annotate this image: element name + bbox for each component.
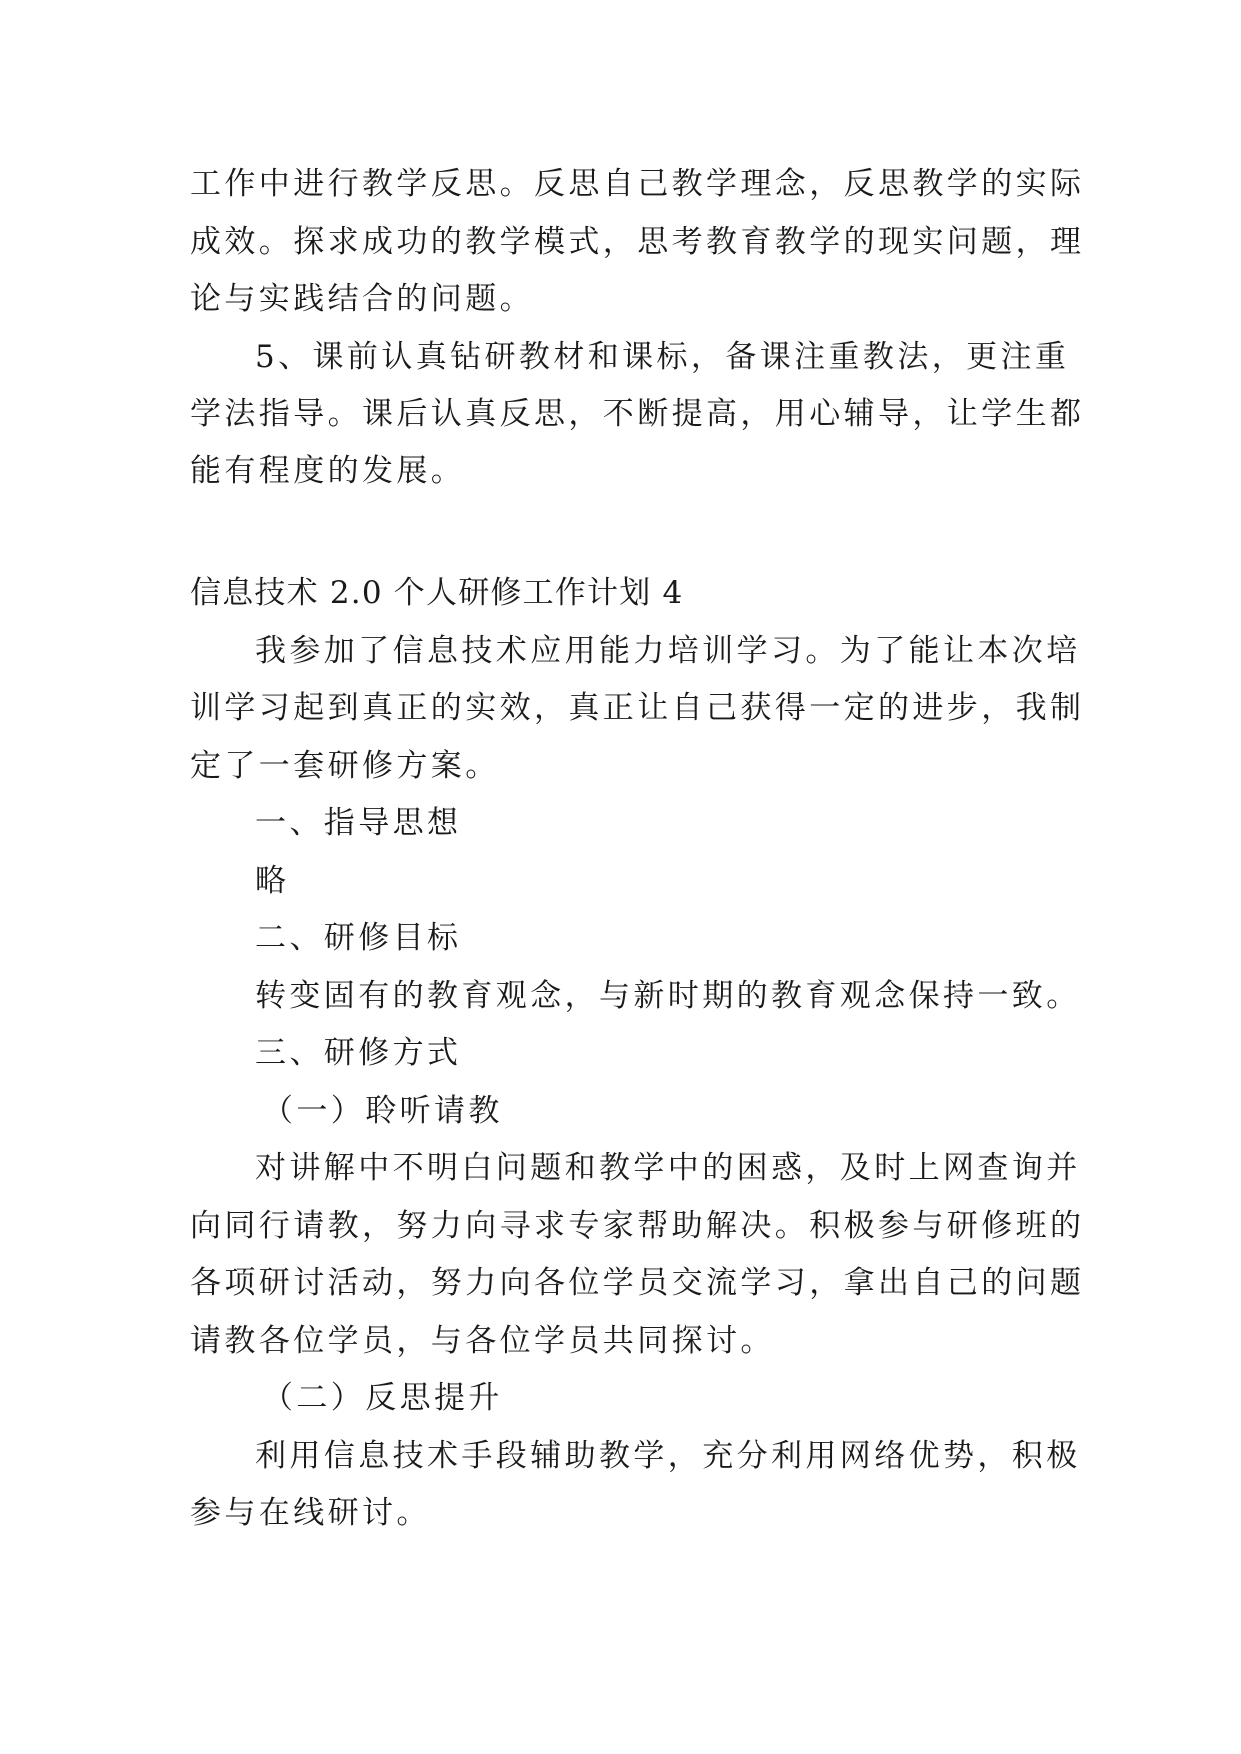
paragraph-line: 我参加了信息技术应用能力培训学习。为了能让本次培	[255, 633, 1081, 669]
paragraph-line: 各项研讨活动，努力向各位学员交流学习，拿出自己的问题	[190, 1265, 1085, 1301]
paragraph-line: 学法指导。课后认真反思，不断提高，用心辅导，让学生都	[190, 396, 1085, 432]
paragraph-line: 5、课前认真钻研教材和课标，备课注重教法，更注重	[255, 339, 1070, 375]
paragraph-line: 略	[255, 863, 290, 899]
heading-guiding-ideology: 一、指导思想	[255, 805, 462, 841]
paragraph-line: 请教各位学员，与各位学员共同探讨。	[190, 1323, 775, 1359]
heading-study-methods: 三、研修方式	[255, 1035, 462, 1071]
subheading-reflect-improve: （二）反思提升	[262, 1380, 503, 1416]
paragraph-line: 向同行请教，努力向寻求专家帮助解决。积极参与研修班的	[190, 1208, 1085, 1244]
section-title: 信息技术 2.0 个人研修工作计划 4	[190, 575, 684, 611]
paragraph-line: 对讲解中不明白问题和教学中的困惑，及时上网查询并	[255, 1150, 1081, 1186]
paragraph-line: 论与实践结合的问题。	[190, 281, 534, 317]
paragraph-line: 训学习起到真正的实效，真正让自己获得一定的进步，我制	[190, 690, 1085, 726]
paragraph-line: 定了一套研修方案。	[190, 748, 500, 784]
paragraph-line: 成效。探求成功的教学模式，思考教育教学的现实问题，理	[190, 224, 1085, 260]
subheading-listen-consult: （一）聆听请教	[262, 1093, 503, 1129]
paragraph-line: 参与在线研讨。	[190, 1495, 431, 1531]
heading-study-goals: 二、研修目标	[255, 920, 462, 956]
paragraph-line: 能有程度的发展。	[190, 453, 466, 489]
paragraph-line: 利用信息技术手段辅助教学，充分利用网络优势，积极	[255, 1438, 1081, 1474]
paragraph-line: 工作中进行教学反思。反思自己教学理念，反思教学的实际	[190, 166, 1085, 202]
paragraph-line: 转变固有的教育观念，与新时期的教育观念保持一致。	[255, 978, 1081, 1014]
